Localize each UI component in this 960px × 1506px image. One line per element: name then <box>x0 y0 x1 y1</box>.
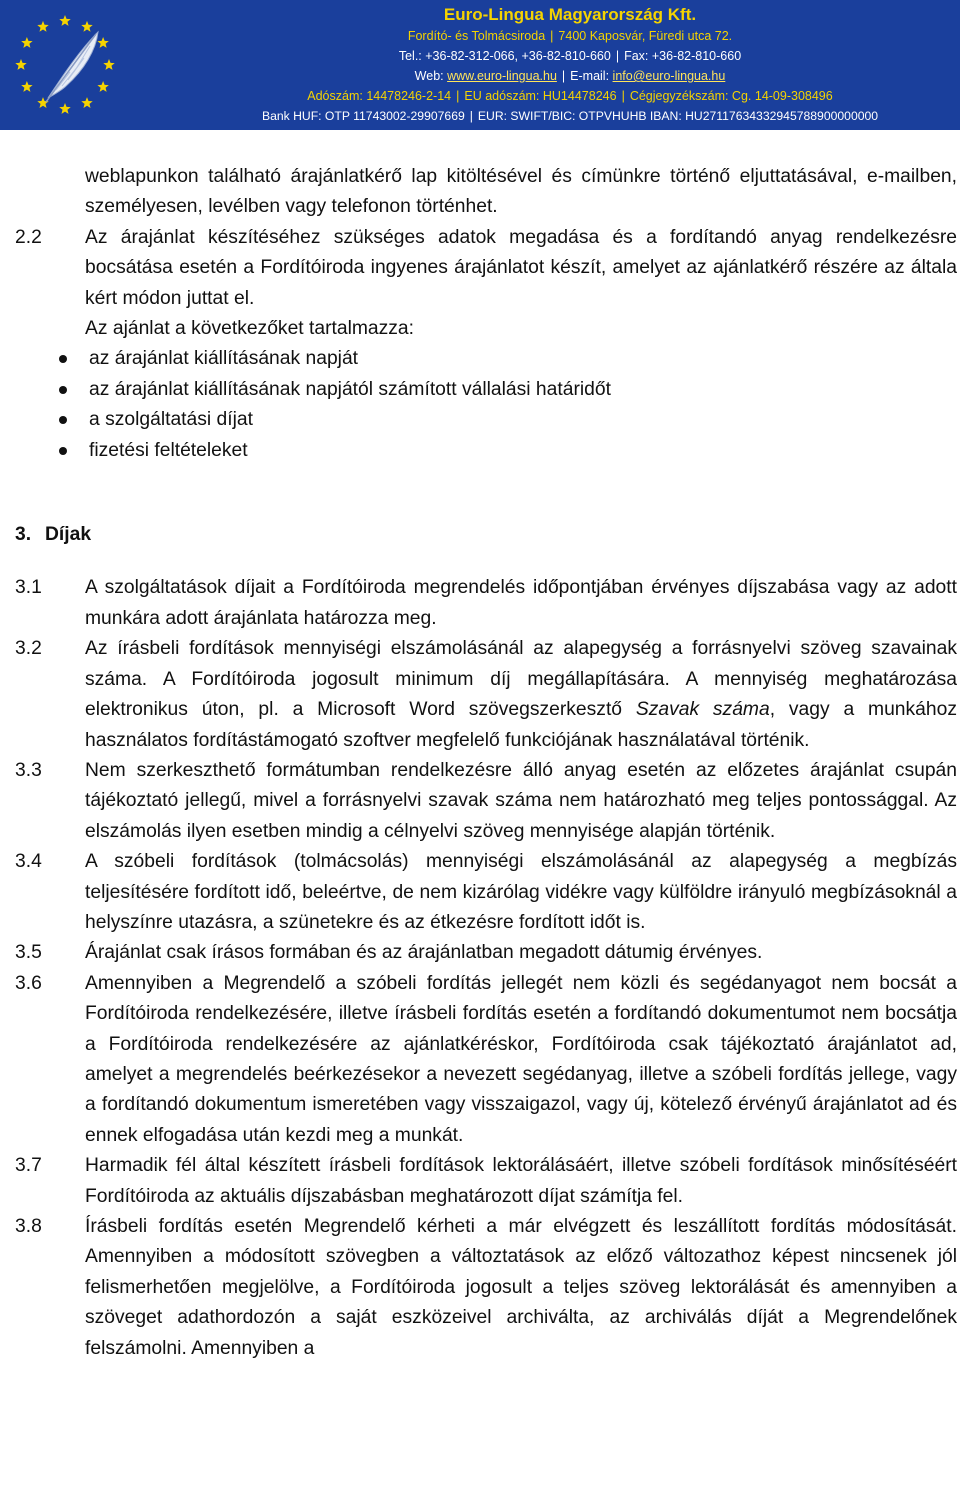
clause-text: Az írásbeli fordítások mennyiségi elszámolásánál az alapegység a forrásnyelvi szöveg szavainak száma. A Fordítóiroda jogosult minimum díj megállapítására. A mennyiség meghatározása elektronikus úton, pl. a Microsoft Word szövegszerkesztő Szavak száma, vagy a munkához használatos fordítástámogató szoftver megfelelő funkciójának használatával történik. <box>85 638 957 751</box>
clause-number: 3.8 <box>15 1216 42 1237</box>
clause-3-8 <box>15 1212 957 1364</box>
clause-text: Harmadik fél által készített írásbeli fordítások lektorálásáért, illetve szóbeli fordítások minősítéséért Fordítóiroda az aktuális díjszabásban meghatározott díjat számítja fel. <box>85 1155 957 1207</box>
list-item: az árajánlat kiállításának napjától számított vállalási határidőt <box>15 375 957 405</box>
bullet-icon <box>59 416 67 424</box>
intro-continuation: weblapunkon található árajánlatkérő lap kitöltésével és címünkre történő eljuttatásával, e-mailben, személyesen, levélben vagy telefonon történhet. <box>85 166 957 218</box>
list-item: a szolgáltatási díjat <box>15 405 957 435</box>
document-body <box>15 162 957 1364</box>
address-line: Fordító- és Tolmácsiroda | 7400 Kaposvár, Füredi utca 72. <box>407 29 733 43</box>
clause-number: 3.6 <box>15 972 42 994</box>
clause-number: 3.7 <box>15 1155 42 1177</box>
tax-line: Adószám: 14478246-2-14 | EU adószám: HU14478246 | Cégjegyzékszám: Cg. 14-09-308496 <box>307 89 833 103</box>
clause-3-1 <box>15 573 957 634</box>
phone-numbers: Tel.: +36-82-312-066, +36-82-810-660 <box>398 49 611 63</box>
fax-number: Fax: +36-82-810-660 <box>624 49 742 63</box>
office-address: 7400 Kaposvár, Füredi utca 72. <box>558 29 733 43</box>
clause-text: Írásbeli fordítás esetén Megrendelő kérheti a már elvégzett és leszállított fordítás módosítását. Amennyiben a módosított szövegben a változtatások az előző változathoz képest nincsenek jól felismerhetően megjelölve, a Fordítóiroda jogosult a teljes szöveg lektorálását és amennyiben a szöveget adathordozón a saját eszközeivel archiválta, az archiválás díját a Megrendelőnek felszámolni. Amennyiben a <box>85 1216 957 1359</box>
word-count-feature-name: Szavak száma <box>635 699 770 721</box>
clause-3-3 <box>15 756 957 847</box>
clause-number: 3.4 <box>15 851 42 873</box>
eu-tax-number: EU adószám: HU14478246 <box>464 89 617 103</box>
office-type: Fordító- és Tolmácsiroda <box>407 29 546 43</box>
clause-number: 3.3 <box>15 759 42 781</box>
clause-3-4 <box>15 847 957 938</box>
list-item: fizetési feltételeket <box>15 436 957 466</box>
clause-text: A szóbeli fordítások (tolmácsolás) mennyiségi elszámolásánál az alapegység a megbízás teljesítésére fordított idő, beleértve, de nem kizárólag vidékre vagy külföldre irányuló megbízásoknál a helyszínre utazásra, a szünetekre és az étkezésre fordított időt is. <box>85 851 957 933</box>
bullet-icon <box>59 355 67 363</box>
clause-text: Nem szerkeszthető formátumban rendelkezésre álló anyag esetén az előzetes árajánlat csupán tájékoztató jellegű, mivel a forrásnyelvi szavak száma nem határozható meg teljes pontossággal. Az elszámolás ilyen esetben mindig a célnyelvi szöveg mennyisége alapján történik. <box>85 759 957 842</box>
email-label: E-mail: <box>570 69 610 83</box>
letterhead-text <box>190 4 950 126</box>
clause-3-7 <box>15 1151 957 1212</box>
email-link[interactable]: info@euro-lingua.hu <box>612 69 726 83</box>
company-registration: Cégjegyzékszám: Cg. 14-09-308496 <box>629 89 833 103</box>
clause-3-5 <box>15 938 957 968</box>
clause-3-2 <box>15 634 957 756</box>
bank-huf: Bank HUF: OTP 11743002-29907669 <box>261 109 465 123</box>
section-heading <box>15 520 957 550</box>
web-label: Web: <box>414 69 444 83</box>
clause-2-2-lead: Az ajánlat a következőket tartalmazza: <box>85 318 415 340</box>
clause-number: 2.2 <box>15 226 42 248</box>
clause-number: 3.2 <box>15 638 42 660</box>
list-item: az árajánlat kiállításának napját <box>15 344 957 374</box>
phone-line: Tel.: +36-82-312-066, +36-82-810-660 | Fax: +36-82-810-660 <box>398 49 742 63</box>
clause-text: Amennyiben a Megrendelő a szóbeli fordítás jellegét nem közli és segédanyagot nem bocsát a Fordítóiroda rendelkezésére, illetve írásbeli fordítás esetén a fordítandó dokumentumot nem bocsátja a Fordítóiroda rendelkezésére az ajánlatkéréskor, Fordítóiroda csak tájékoztató árajánlatot ad, amelyet a megrendelés beérkezésekor a nevezett segédanyag, illetve a szóbeli fordítás jellege, vagy a fordítandó dokumentum ismeretében vagy visszaigazol, vagy új, kötelező érvényű árajánlatot ad és ennek elfogadása után kezdi meg a munkát. <box>85 972 957 1146</box>
offer-contents-list <box>15 344 957 466</box>
section-title: Díjak <box>45 524 92 546</box>
web-email-line: Web: www.euro-lingua.hu | E-mail: info@euro-lingua.hu <box>414 69 726 83</box>
letterhead-banner <box>0 0 960 130</box>
clause-text: Árajánlat csak írásos formában és az árajánlatban megadott dátumig érvényes. <box>85 942 763 964</box>
section-number: 3. <box>15 524 32 546</box>
clause-3-6 <box>15 969 957 1151</box>
bank-eur: EUR: SWIFT/BIC: OTPVHUHB IBAN: HU27117634332945788900000000 <box>477 109 879 123</box>
eu-stars-feather-logo-icon <box>0 0 130 130</box>
bank-line: Bank HUF: OTP 11743002-29907669 | EUR: SWIFT/BIC: OTPVHUHB IBAN: HU27117634332945788900000000 <box>261 109 879 123</box>
company-name: Euro-Lingua Magyarország Kft. <box>443 5 697 24</box>
bullet-icon <box>59 386 67 394</box>
clause-2-2 <box>15 223 957 314</box>
bullet-icon <box>59 447 67 455</box>
clause-number: 3.1 <box>15 577 42 599</box>
website-link[interactable]: www.euro-lingua.hu <box>447 69 557 83</box>
clause-text: Az árajánlat készítéséhez szükséges adatok megadása és a fordítandó anyag rendelkezésre bocsátása esetén a Fordítóiroda ingyenes árajánlatot készít, amelyet az ajánlatkérő részére az általa kért módon juttat el. <box>85 226 957 309</box>
clause-text: A szolgáltatások díjait a Fordítóiroda megrendelés időpontjában érvényes díjszabása vagy az adott munkára adott árajánlata határozza meg. <box>85 577 957 629</box>
tax-number: Adószám: 14478246-2-14 <box>307 89 452 103</box>
clause-number: 3.5 <box>15 942 42 964</box>
